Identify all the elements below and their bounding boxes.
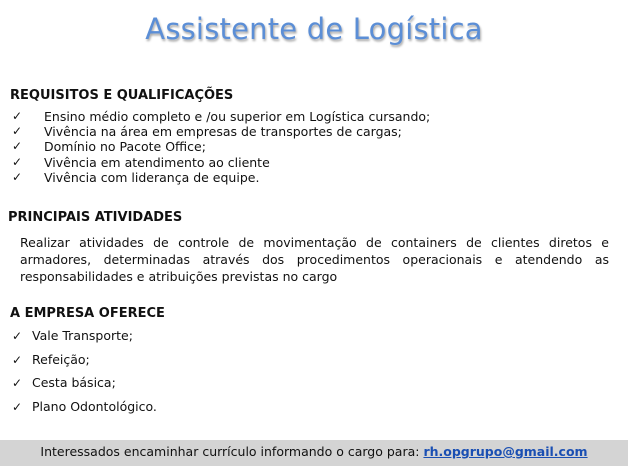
requirement-text: Vivência na área em empresas de transportes de cargas; bbox=[44, 124, 402, 140]
offer-text: Cesta básica; bbox=[32, 375, 116, 390]
checkmark-icon: ✓ bbox=[12, 399, 23, 414]
email-link[interactable]: rh.opgrupo@gmail.com bbox=[423, 444, 588, 459]
checkmark-icon: ✓ bbox=[12, 329, 23, 343]
requirement-text: Vivência em atendimento ao cliente bbox=[44, 154, 270, 170]
page-title: Assistente de Logística bbox=[145, 12, 483, 46]
offers-heading: A EMPRESA OFERECE bbox=[10, 306, 165, 321]
checkmark-icon: ✓ bbox=[12, 154, 23, 169]
offer-text: Vale Transporte; bbox=[32, 328, 133, 343]
activities-description: Realizar atividades de controle de movimentação de containers de clientes diretos e armadores, determinadas através dos procedimentos operacionais e atendendo as responsabilidades e atribuições previstas no cargo bbox=[20, 235, 609, 284]
checkmark-icon: ✓ bbox=[12, 169, 23, 184]
checkmark-icon: ✓ bbox=[12, 139, 23, 154]
offer-text: Refeição; bbox=[32, 351, 90, 367]
checkmark-icon: ✓ bbox=[12, 124, 23, 139]
checkmark-icon: ✓ bbox=[12, 109, 23, 123]
footer-text: Interessados encaminhar currículo informando o cargo para: bbox=[40, 444, 424, 459]
requirement-text: Domínio no Pacote Office; bbox=[44, 139, 206, 155]
footer-bar bbox=[0, 440, 628, 466]
requirements-heading: REQUISITOS E QUALIFICAÇÕES bbox=[10, 88, 234, 103]
requirement-text: Ensino médio completo e /ou superior em Logística cursando; bbox=[44, 109, 431, 124]
offer-text: Plano Odontológico. bbox=[32, 398, 157, 414]
checkmark-icon: ✓ bbox=[12, 352, 23, 367]
checkmark-icon: ✓ bbox=[12, 376, 23, 390]
requirement-text: Vivência com liderança de equipe. bbox=[44, 169, 260, 185]
activities-heading: PRINCIPAIS ATIVIDADES bbox=[8, 210, 183, 225]
